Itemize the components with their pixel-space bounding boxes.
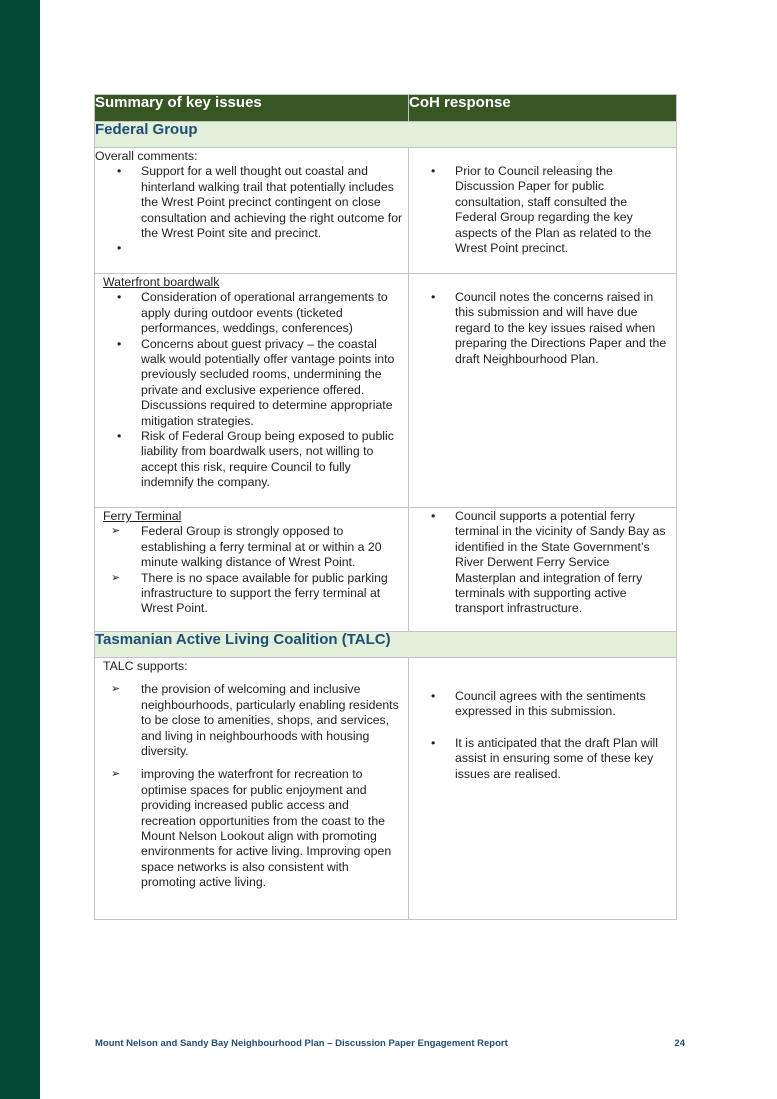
talc-label: TALC supports: [103,659,188,673]
list-item: • Consideration of operational arrangements to apply during outdoor events (ticketed performances, weddings, conferences) [95,290,408,336]
response-cell [409,658,677,920]
key-issues-table [94,94,677,920]
header-summary: Summary of key issues [95,95,409,122]
empty-bullet [95,241,408,256]
list-item: • Concerns about guest privacy – the coastal walk would potentially offer vantage points into previously secluded rooms, undermining the private and exclusive experience offered. Discussions required to determine appropriate mitigation strategies. [95,337,408,429]
footer-title: Mount Nelson and Sandy Bay Neighbourhood Plan – Discussion Paper Engagement Report [95,1038,508,1049]
response-cell [409,508,677,632]
list-item: • Prior to Council releasing the Discussion Paper for public consultation, staff consulted the Federal Group regarding the key aspects of the Plan as related to the Wrest Point precinct. [409,164,676,256]
response-cell [409,274,677,508]
group-title-federal: Federal Group [95,122,677,148]
side-color-bar [0,0,40,1099]
issue-cell [95,274,409,508]
list-item: • Council supports a potential ferry terminal in the vicinity of Sandy Bay as identified in the State Government’s River Derwent Ferry Service Masterplan and integration of ferry terminals with supporting active transport infrastructure. [409,509,676,617]
list-item: ➢ There is no space available for public parking infrastructure to support the ferry terminal at Wrest Point. [95,571,408,617]
list-item: ➢ Federal Group is strongly opposed to establishing a ferry terminal at or within a 20 minute walking distance of Wrest Point. [95,524,408,570]
list-item: • Support for a well thought out coastal and hinterland walking trail that potentially includes the Wrest Point precinct contingent on close consultation and achieving the right outcome for the Wrest Point site and precinct. [95,164,408,241]
table-header-row [95,95,677,122]
table-row [95,274,677,508]
response-cell [409,148,677,274]
boardwalk-label: Waterfront boardwalk [103,275,220,289]
page-footer [95,1038,685,1049]
list-item: • Risk of Federal Group being exposed to public liability from boardwalk users, not willing to accept this risk, require Council to fully indemnify the company. [95,429,408,491]
list-item: ➢ the provision of welcoming and inclusive neighbourhoods, particularly enabling residents to be close to amenities, shops, and services, and living in neighbourhoods with housing diversity. [95,682,408,759]
table-row [95,148,677,274]
list-item: • Council notes the concerns raised in this submission and will have due regard to the key issues raised when preparing the Directions Paper and the draft Neighbourhood Plan. [409,290,676,367]
group-row-talc [95,632,677,658]
group-row-federal [95,122,677,148]
list-item: • It is anticipated that the draft Plan will assist in ensuring some of these key issues are realised. [409,736,676,782]
spacer [409,720,676,736]
issue-cell [95,658,409,920]
table-row [95,508,677,632]
list-item: • Council agrees with the sentiments expressed in this submission. [409,689,676,720]
list-item: ➢ improving the waterfront for recreation to optimise spaces for public enjoyment and providing increased public access and recreation opportunities from the coast to the Mount Nelson Lookout align with promoting environments for active living. Improving open space networks is also consistent with promoting active living. [95,767,408,890]
overall-label: Overall comments: [95,149,198,163]
table-row [95,658,677,920]
ferry-label: Ferry Terminal [103,509,182,523]
group-title-talc: Tasmanian Active Living Coalition (TALC) [95,632,677,658]
page-number: 24 [674,1038,685,1049]
header-response: CoH response [409,95,677,122]
issue-cell [95,148,409,274]
issue-cell [95,508,409,632]
